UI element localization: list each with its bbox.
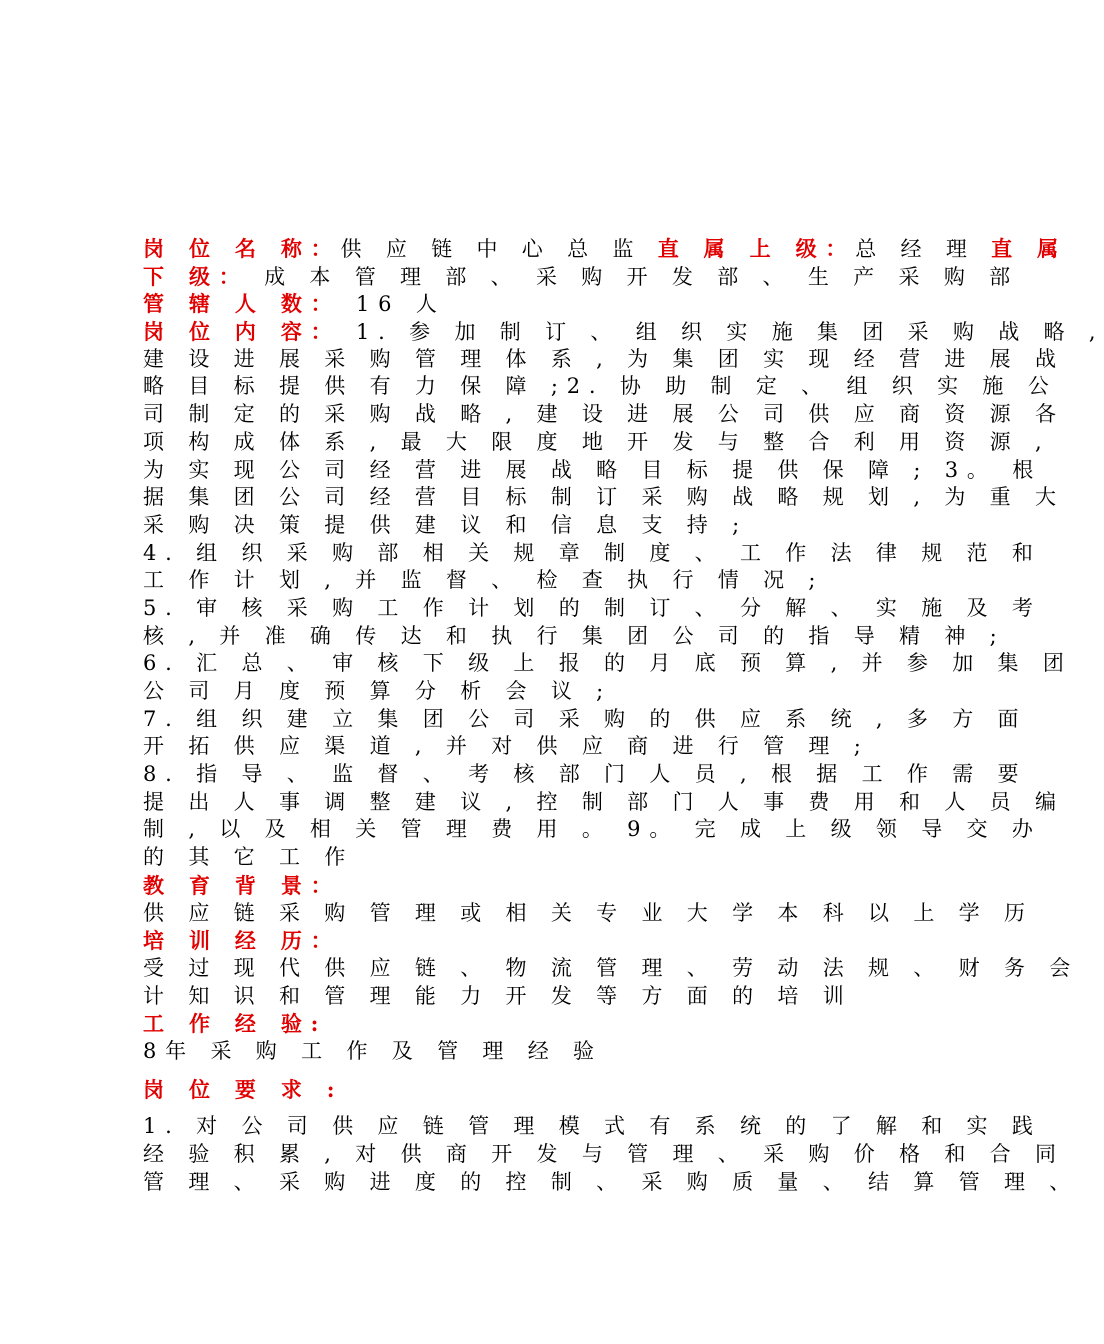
text-line bbox=[143, 1076, 843, 1104]
text-line bbox=[143, 1141, 1065, 1169]
field-text: 建 设 进 展 采 购 管 理 体 系 , 为 集 团 实 现 经 营 进 展 战 bbox=[143, 346, 1065, 371]
field-label: 岗 位 要 求 : bbox=[143, 1076, 344, 1102]
text-line bbox=[143, 540, 1042, 568]
field-text: 4. 组 织 采 购 部 相 关 规 章 制 度 、 工 作 法 律 规 范 和 bbox=[143, 540, 1042, 565]
field-text: 8. 指 导 、 监 督 、 考 核 部 门 人 员 , 根 据 工 作 需 要 bbox=[143, 762, 1028, 787]
text-line bbox=[143, 650, 1073, 678]
field-label: 下 级： bbox=[143, 263, 249, 289]
text-line bbox=[143, 678, 843, 706]
field-text: 1. 对 公 司 供 应 链 管 理 模 式 有 系 统 的 了 解 和 实 践 bbox=[143, 1114, 1042, 1139]
field-text: 略 目 标 提 供 有 力 保 障 ;2. 协 助 制 定 、 组 织 实 施 公 bbox=[143, 374, 1058, 399]
field-text: 开 拓 供 应 渠 道 , 并 对 供 应 商 进 行 管 理 ; bbox=[143, 734, 870, 759]
text-line bbox=[143, 623, 1006, 651]
text-line bbox=[143, 1169, 1080, 1197]
text-line bbox=[143, 872, 843, 900]
field-text: 1. 参 加 制 订 、 组 织 实 施 集 团 采 购 战 略 , bbox=[340, 320, 1104, 345]
field-label: 工 作 经 验: bbox=[143, 1011, 328, 1037]
field-text: 采 购 决 策 提 供 建 议 和 信 息 支 持 ; bbox=[143, 512, 748, 537]
text-line bbox=[143, 512, 843, 540]
field-text: 公 司 月 度 预 算 分 析 会 议 ; bbox=[143, 679, 613, 703]
field-text: 供 应 链 采 购 管 理 或 相 关 专 业 大 学 本 科 以 上 学 历 bbox=[143, 900, 1034, 925]
document-body bbox=[143, 235, 1104, 1196]
text-line bbox=[143, 290, 843, 318]
field-text: 5. 审 核 采 购 工 作 计 划 的 制 订 、 分 解 、 实 施 及 考 bbox=[143, 595, 1042, 620]
field-label: 岗 位 名 称： bbox=[143, 236, 341, 261]
field-text: 经 验 积 累 , 对 供 商 开 发 与 管 理 、 采 购 价 格 和 合 同 bbox=[143, 1142, 1065, 1166]
text-line bbox=[143, 373, 1058, 401]
text-line bbox=[143, 318, 1104, 346]
spacer bbox=[143, 1103, 843, 1113]
text-line bbox=[143, 484, 1065, 512]
text-line bbox=[143, 733, 870, 761]
text-line bbox=[143, 844, 843, 872]
text-line bbox=[143, 263, 1019, 291]
field-text: 计 知 识 和 管 理 能 力 开 发 等 方 面 的 培 训 bbox=[143, 983, 853, 1008]
text-line bbox=[143, 457, 1043, 485]
text-line bbox=[143, 429, 1051, 457]
field-text: 的 其 它 工 作 bbox=[143, 845, 355, 870]
field-text: 总 经 理 bbox=[855, 237, 992, 261]
field-text: 据 集 团 公 司 经 营 目 标 制 订 采 购 战 略 规 划 , 为 重 大 bbox=[143, 485, 1065, 510]
field-label: 直 属 上 级： bbox=[657, 236, 856, 261]
spacer bbox=[143, 1066, 843, 1076]
field-text: 6. 汇 总 、 审 核 下 级 上 报 的 月 底 预 算 , 并 参 加 集 团 bbox=[143, 651, 1073, 676]
text-line bbox=[143, 401, 1065, 429]
text-line bbox=[143, 706, 1028, 734]
field-text: 7. 组 织 建 立 集 团 公 司 采 购 的 供 应 系 统 , 多 方 面 bbox=[143, 706, 1028, 731]
field-text: 工 作 计 划 , 并 监 督 、 检 查 执 行 情 况 ; bbox=[143, 568, 825, 593]
field-text: 司 制 定 的 采 购 战 略 , 建 设 进 展 公 司 供 应 商 资 源 各 bbox=[143, 402, 1065, 427]
field-label: 岗 位 内 容： bbox=[143, 319, 341, 345]
field-text: 8年 采 购 工 作 及 管 理 经 验 bbox=[143, 1038, 603, 1063]
text-line bbox=[143, 900, 1034, 928]
field-label: 培 训 经 历： bbox=[143, 928, 341, 954]
text-line bbox=[143, 983, 853, 1011]
field-text: 供 应 链 中 心 总 监 bbox=[340, 237, 658, 261]
text-line bbox=[143, 595, 1042, 623]
text-line bbox=[143, 761, 1028, 789]
text-line bbox=[143, 955, 1080, 983]
text-line bbox=[143, 816, 1042, 844]
text-line bbox=[143, 567, 843, 595]
text-line bbox=[143, 346, 1065, 374]
field-label: 直 属 bbox=[991, 236, 1067, 261]
field-label: 管 辖 人 数： bbox=[143, 291, 341, 317]
field-text: 管 理 、 采 购 进 度 的 控 制 、 采 购 质 量 、 结 算 管 理 、 bbox=[143, 1169, 1080, 1194]
text-line bbox=[143, 927, 843, 955]
field-text: 受 过 现 代 供 应 链 、 物 流 管 理 、 劳 动 法 规 、 财 务 会 bbox=[143, 955, 1080, 980]
field-text: 提 出 人 事 调 整 建 议 , 控 制 部 门 人 事 费 用 和 人 员 编 bbox=[143, 789, 1065, 814]
field-label: 教 育 背 景： bbox=[143, 872, 341, 898]
text-line bbox=[143, 1113, 1042, 1141]
text-line bbox=[143, 789, 1065, 817]
field-text: 成 本 管 理 部 、 采 购 开 发 部 、 生 产 采 购 部 bbox=[248, 264, 1019, 289]
text-line bbox=[143, 235, 1067, 263]
field-text: 16 人 bbox=[340, 292, 446, 317]
text-line bbox=[143, 1038, 843, 1066]
field-text: 为 实 现 公 司 经 营 进 展 战 略 目 标 提 供 保 障 ; 3。 根 bbox=[143, 457, 1043, 482]
text-line bbox=[143, 1010, 843, 1038]
field-text: 制 , 以 及 相 关 管 理 费 用 。 9。 完 成 上 级 领 导 交 办 bbox=[143, 817, 1042, 842]
field-text: 项 构 成 体 系 , 最 大 限 度 地 开 发 与 整 合 利 用 资 源 , bbox=[143, 429, 1051, 454]
field-text: 核 , 并 准 确 传 达 和 执 行 集 团 公 司 的 指 导 精 神 ; bbox=[143, 623, 1006, 648]
